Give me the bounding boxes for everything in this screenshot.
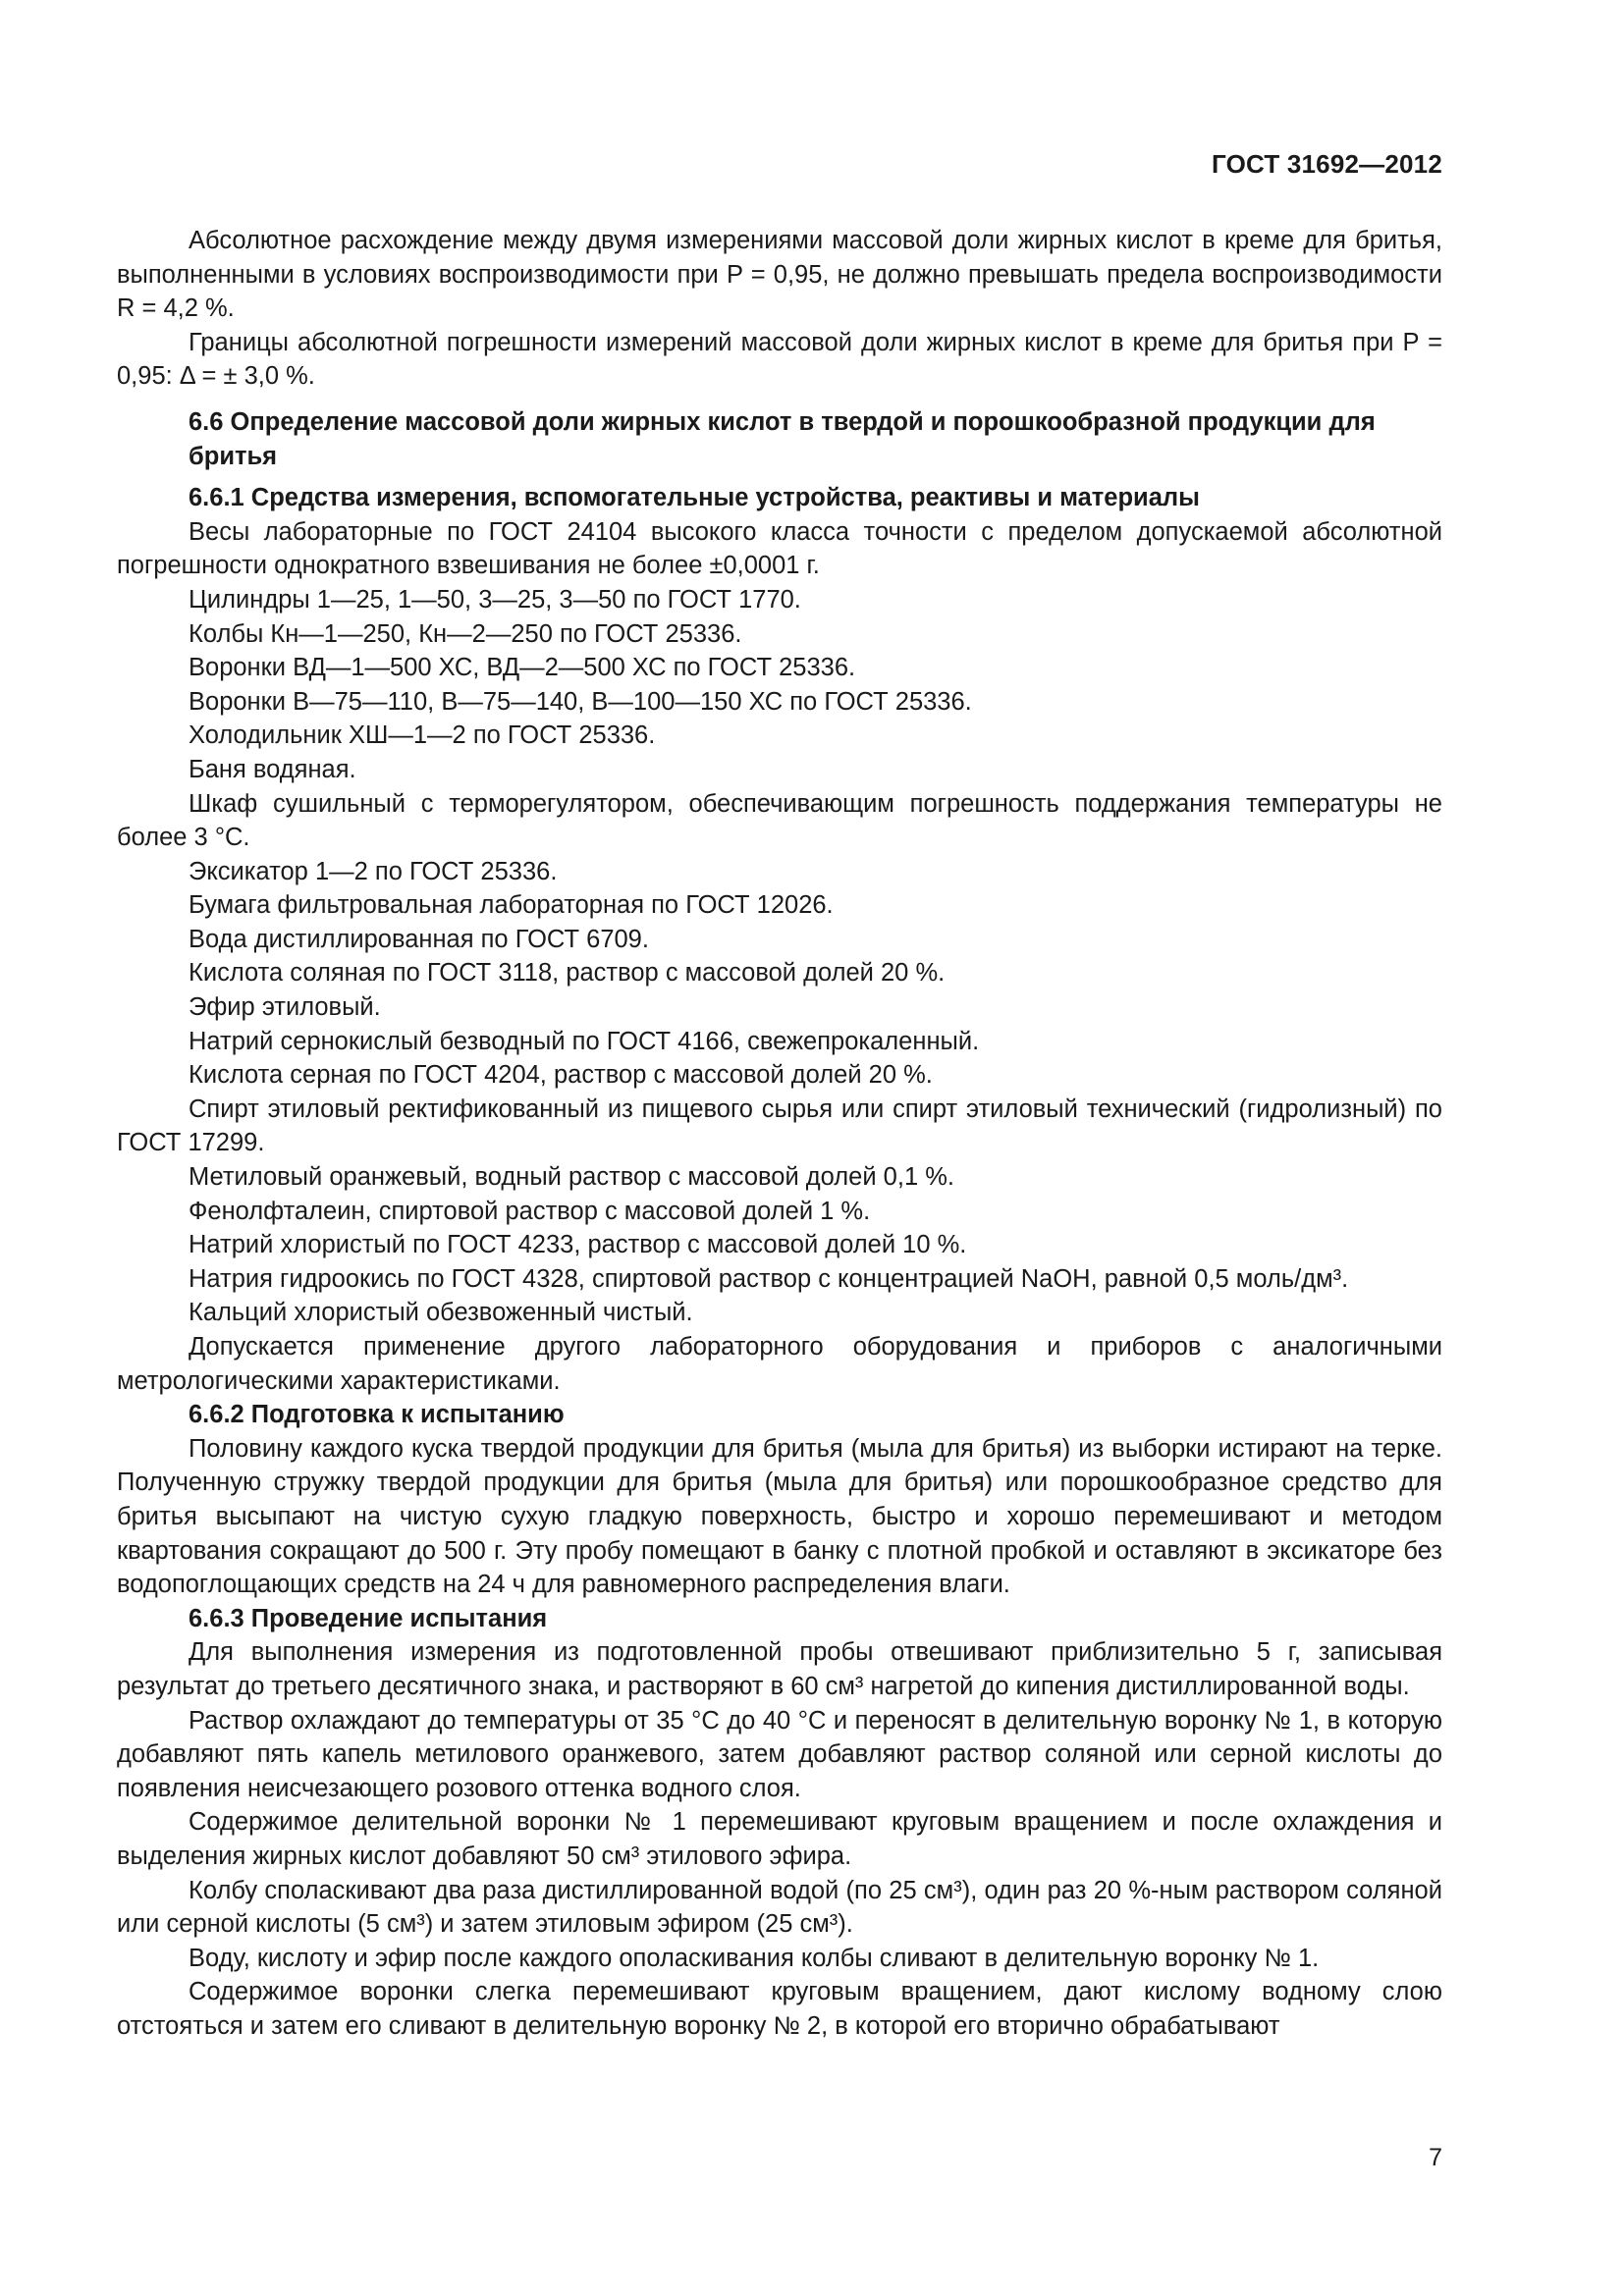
list-item: Бумага фильтровальная лабораторная по ГОСТ 12026. [189, 891, 834, 920]
list-item: Натрий хлористый по ГОСТ 4233, раствор с массовой долей 10 %. [189, 1231, 967, 1259]
list-item: Метиловый оранжевый, водный раствор с массовой долей 0,1 %. [189, 1163, 954, 1192]
paragraph-test-step: Воду, кислоту и эфир после каждого ополаскивания колбы сливают в делительную воронку № 1. [189, 1944, 1320, 1972]
document-code: ГОСТ 31692—2012 [1212, 149, 1442, 179]
paragraph-test-step: Содержимое воронки слегка перемешивают круговым вращением, дают кислому водному слою отстояться и затем его сливают в делительную воронку № 2, в которой его вторично обрабатывают [117, 1978, 1442, 2040]
list-item: Кислота серная по ГОСТ 4204, раствор с массовой долей 20 %. [189, 1061, 933, 1090]
list-item: Баня водяная. [189, 755, 356, 783]
section-heading-6-6: 6.6 Определение массовой доли жирных кислот в твердой и порошкообразной продукции для бритья [189, 407, 1376, 470]
paragraph-test-step: Раствор охлаждают до температуры от 35 °С до 40 °С и переносят в делительную воронку № 1, в которую добавляют пять капель метилового оранжевого, затем добавляют раствор соляной или серной кислоты до появления неисчезающего розового оттенка водного слоя. [117, 1706, 1442, 1802]
list-item: Допускается применение другого лабораторного оборудования и приборов с аналогичными метрологическими характеристиками. [117, 1333, 1442, 1395]
paragraph-reproducibility: Абсолютное расхождение между двумя измерениями массовой доли жирных кислот в креме для бритья, выполненными в условиях воспроизводимости при P = 0,95, не должно превышать предела воспроизводимости R = 4,2 %. [117, 227, 1442, 323]
list-item: Воронки ВД—1—500 ХС, ВД—2—500 ХС по ГОСТ 25336. [189, 654, 856, 682]
list-item: Фенолфталеин, спиртовой раствор с массовой долей 1 %. [189, 1197, 871, 1225]
section-heading-6-6-3: 6.6.3 Проведение испытания [189, 1604, 548, 1632]
list-item: Кислота соляная по ГОСТ 3118, раствор с массовой долей 20 %. [189, 959, 946, 988]
paragraph-error-limits: Границы абсолютной погрешности измерений массовой доли жирных кислот в креме для бритья при P = 0,95: Δ = ± 3,0 %. [117, 328, 1442, 391]
list-item: Эфир этиловый. [189, 993, 381, 1022]
list-item: Кальций хлористый обезвоженный чистый. [189, 1299, 693, 1327]
paragraph-sample-preparation: Половину каждого куска твердой продукции для бритья (мыла для бритья) из выборки истирают на терке. Полученную стружку твердой продукции для бритья (мыла для бритья) или порошкообразное средство для бритья высыпают на чистую сухую гладкую поверхность, быстро и хорошо перемешивают и методом квартования сокращают до 500 г. Эту пробу помещают в банку с плотной пробкой и оставляют в эксикаторе без водопоглощающих средств на 24 ч для равномерного распределения влаги. [117, 1434, 1442, 1599]
list-item: Весы лабораторные по ГОСТ 24104 высокого класса точности с пределом допускаемой абсолютной погрешности однократного взвешивания не более ±0,0001 г. [117, 517, 1442, 580]
section-heading-6-6-2: 6.6.2 Подготовка к испытанию [189, 1401, 565, 1429]
paragraph-test-step: Содержимое делительной воронки № 1 перемешивают круговым вращением и после охлаждения и выделения жирных кислот добавляют 50 см³ этилового эфира. [117, 1808, 1442, 1870]
paragraph-test-step: Для выполнения измерения из подготовленной пробы отвешивают приблизительно 5 г, записывая результат до третьего десятичного знака, и растворяют в 60 см³ нагретой до кипения дистиллированной воды. [117, 1638, 1442, 1700]
list-item: Воронки В—75—110, В—75—140, В—100—150 ХС по ГОСТ 25336. [189, 687, 972, 716]
list-item: Спирт этиловый ректификованный из пищевого сырья или спирт этиловый технический (гидролизный) по ГОСТ 17299. [117, 1095, 1442, 1157]
list-item: Колбы Кн—1—250, Кн—2—250 по ГОСТ 25336. [189, 619, 742, 648]
list-item: Вода дистиллированная по ГОСТ 6709. [189, 925, 649, 953]
list-item: Цилиндры 1—25, 1—50, 3—25, 3—50 по ГОСТ 1770. [189, 585, 801, 614]
page-number: 7 [1429, 2144, 1442, 2171]
list-item: Холодильник ХШ—1—2 по ГОСТ 25336. [189, 721, 656, 750]
list-item: Натрий сернокислый безводный по ГОСТ 4166, свежепрокаленный. [189, 1027, 980, 1055]
section-heading-6-6-1: 6.6.1 Средства измерения, вспомогательные устройства, реактивы и материалы [189, 484, 1200, 512]
list-item: Эксикатор 1—2 по ГОСТ 25336. [189, 857, 558, 885]
list-item: Шкаф сушильный с терморегулятором, обеспечивающим погрешность поддержания температуры не более 3 °С. [117, 789, 1442, 852]
list-item: Натрия гидроокись по ГОСТ 4328, спиртовой раствор с концентрацией NaOH, равной 0,5 моль/дм³. [189, 1264, 1349, 1293]
document-body [117, 224, 1442, 2043]
paragraph-test-step: Колбу споласкивают два раза дистиллированной водой (по 25 см³), один раз 20 %-ным раствором соляной или серной кислоты (5 см³) и затем этиловым эфиром (25 см³). [117, 1876, 1442, 1939]
